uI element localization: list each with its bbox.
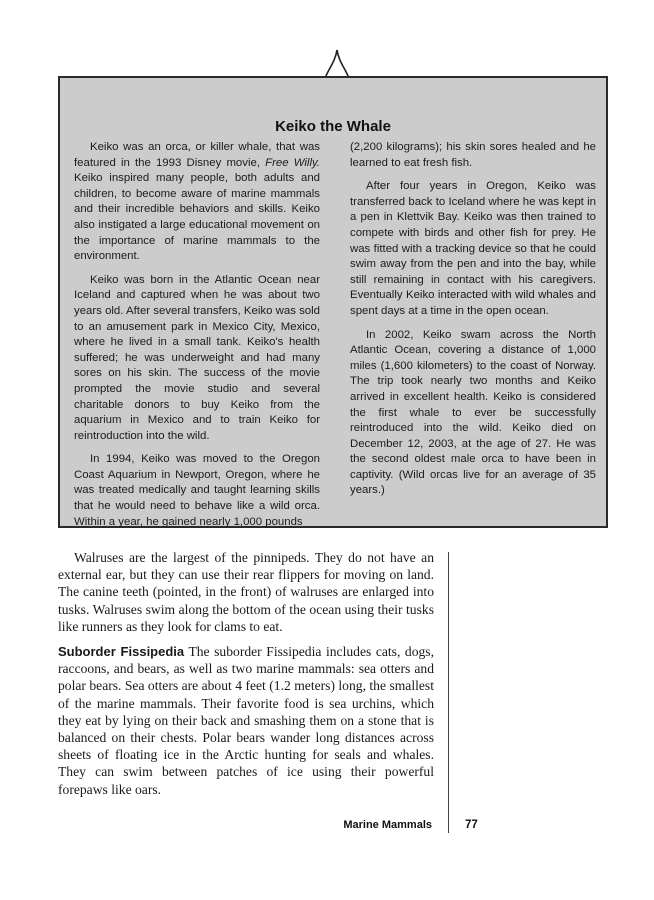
sidebar-box [58,76,608,528]
column-divider [448,552,449,832]
sidebar-title: Keiko the Whale [275,118,391,135]
body-paragraph: Suborder Fissipedia The suborder Fissipedia includes cats, dogs, raccoons, and bears, as well as two marine mammals: sea otters and polar bears. Sea otters are about 4 feet (1.2 meters) long, the smallest of the marine mammals. Their favorite food is sea urchins, which they eat by lying on their back and smashing them on a stone that is balanced on their chests. Polar bears wander long distances across sheets of floating ice in the Arctic hunting for seals and whales. They can swim between patches of ice using their powerful forepaws like oars. [58,644,434,797]
page-number: 77 [465,819,478,831]
sidebar-paragraph: In 2002, Keiko swam across the North Atlantic Ocean, covering a distance of 1,000 miles (1,600 kilometers) to the coast of Norway. The trip took nearly two months and Keiko arrived in excellent health. Keiko is considered the first whale to ever be successfully reintroduced into the wild. Keiko died on December 12, 2003, at the age of 27. He was the second oldest male orca to have been in captivity. (Wild orcas live for an average of 35 years.) [350,328,596,497]
sidebar-column-right [350,140,596,507]
sidebar-paragraph: Keiko was born in the Atlantic Ocean near Iceland and captured when he was about two years old. After several transfers, Keiko was sold to an amusement park in Mexico City, Mexico, where he lived in a small tank. Keiko's health suffered; he was underweight and had many sores on his skin. The success of the movie prompted the movie studio and several charitable donors to buy Keiko from the aquarium in Mexico and to train Keiko for reintroduction into the wild. [74,273,320,442]
sidebar-paragraph: Keiko was an orca, or killer whale, that was featured in the 1993 Disney movie, Free Willy. Keiko inspired many people, both adults and children, to become aware of marine mammals and their incredible behaviors and skills. Keiko also instigated a large educational movement on the importance of marine mammals to the environment. [74,141,320,263]
section-subheading: Suborder Fissipedia [58,644,185,660]
sidebar-paragraph: In 1994, Keiko was moved to the Oregon Coast Aquarium in Newport, Oregon, where he was treated medically and taught learning skills that he would need to behave like a wild orca. Within a year, he gained nearly 1,000 pounds [74,453,320,528]
sidebar-paragraph: (2,200 kilograms); his skin sores healed and he learned to eat fresh fish. [350,141,596,169]
movie-title: Free Willy. [265,156,320,169]
sidebar-paragraph: After four years in Oregon, Keiko was transferred back to Iceland where he was kept in a pen in Klettvik Bay. Keiko was then trained to compete with birds and other fish for prey. He was fitted with a tracking device so that he could swim away from the pen and into the bay, while still remaining in contact with his caregivers. Eventually Keiko interacted with wild whales and spent days at a time in the open ocean. [350,180,596,317]
sidebar-column-left [74,140,320,538]
body-paragraph: Walruses are the largest of the pinnipeds. They do not have an external ear, but they can use their rear flippers for moving on land. The canine teeth (pointed, in the front) of walruses are enlarged into tusks. Walruses swim along the bottom of the ocean using their tusks like runners as they look for clams to eat. [58,550,434,634]
footer-book-title: Marine Mammals [343,819,432,831]
main-body-text [58,549,434,806]
footer-divider [448,815,449,833]
